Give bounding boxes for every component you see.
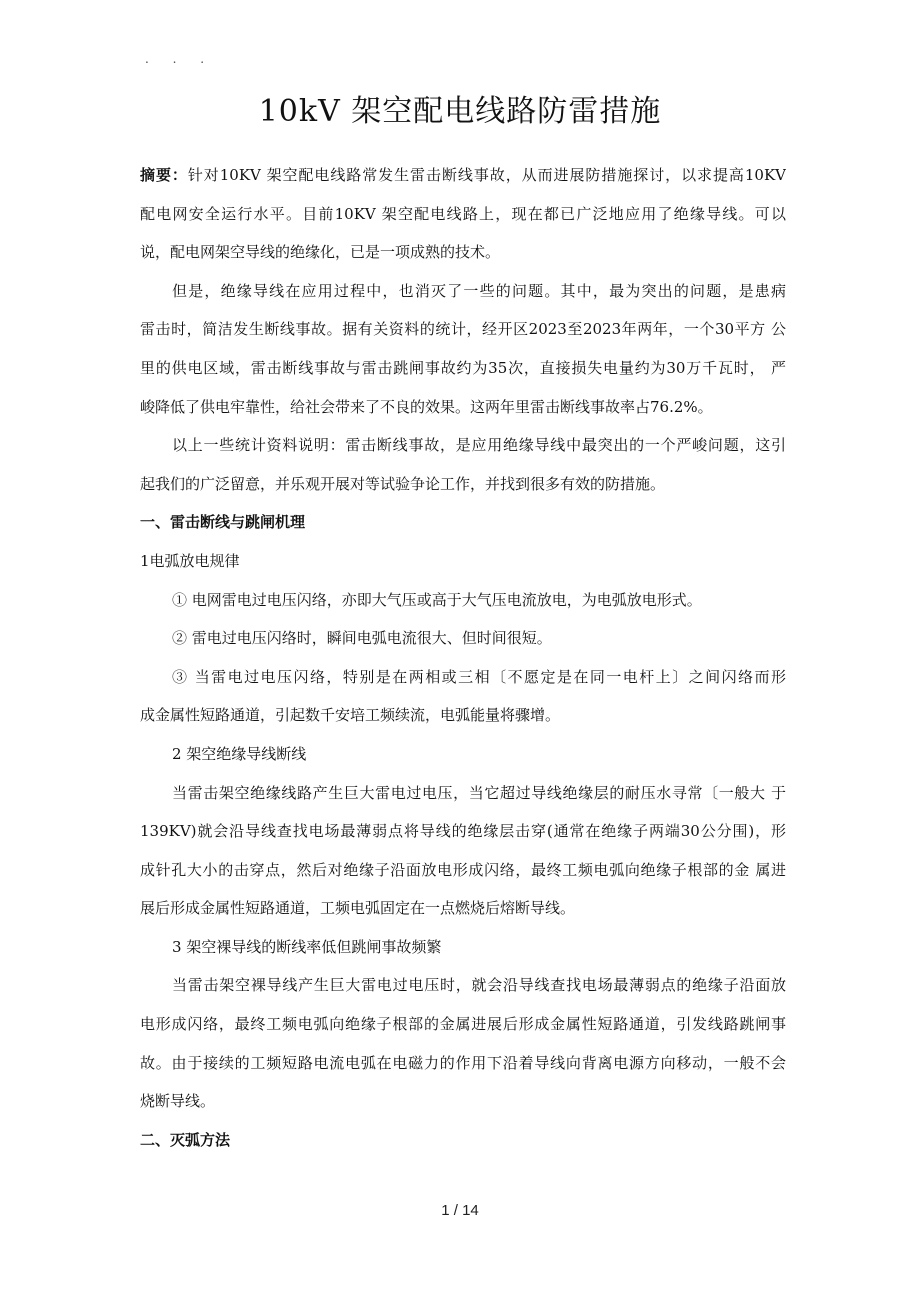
paragraph-line: 以上一些统计资料说明：雷击断线事故，是应用绝缘导线中最突出的一个严峻问题，这引 bbox=[172, 436, 786, 455]
list-item: ② 雷电过电压闪络时，瞬间电弧电流很大、但时间很短。 bbox=[172, 629, 552, 648]
list-item: ① 电网雷电过电压闪络，亦即大气压或高于大气压电流放电，为电弧放电形式。 bbox=[172, 590, 702, 609]
paragraph-line: 成针孔大小的击穿点，然后对绝缘子沿面放电形成闪络，最终工频电弧向绝缘子根部的金 属进 bbox=[140, 860, 786, 879]
section-heading: 一、雷击断线与跳闸机理 bbox=[140, 513, 306, 532]
paragraph-line: 电形成闪络，最终工频电弧向绝缘子根部的金属进展后形成金属性短路通道，引发线路跳闸事 bbox=[140, 1015, 786, 1034]
section-heading: 二、灭弧方法 bbox=[140, 1130, 231, 1149]
list-item-continuation: 成金属性短路通道，引起数千安培工频续流，电弧能量将骤增。 bbox=[140, 706, 561, 725]
paragraph-line: 展后形成金属性短路通道，工频电弧固定在一点燃烧后熔断导线。 bbox=[140, 899, 576, 918]
paragraph-line: 雷击时，简洁发生断线事故。据有关资料的统计，经开区2023至2023年两年，一个30平方 公 bbox=[140, 320, 786, 339]
page-indicator: 1 / 14 bbox=[441, 1202, 479, 1219]
abstract-line-3: 说，配电网架空导线的绝缘化，已是一项成熟的技术。 bbox=[140, 243, 501, 262]
subsection-heading: 3 架空裸导线的断线率低但跳闸事故频繁 bbox=[172, 937, 442, 956]
paragraph-line: 当雷击架空裸导线产生巨大雷电过电压时，就会沿导线查找电场最薄弱点的绝缘子沿面放 bbox=[172, 976, 786, 995]
subsection-heading: 1电弧放电规律 bbox=[140, 551, 240, 570]
paragraph-line: 139KV)就会沿导线查找电场最薄弱点将导线的绝缘层击穿(通常在绝缘子两端30公分围)，形 bbox=[140, 822, 786, 841]
paragraph-line: 里的供电区域，雷击断线事故与雷击跳闸事故约为35次，直接损失电量约为30万千瓦时， 严 bbox=[140, 358, 786, 377]
abstract-label: 摘要： bbox=[140, 166, 188, 184]
paragraph-line: 当雷击架空绝缘线路产生巨大雷电过电压，当它超过导线绝缘层的耐压水寻常〔一般大 于 bbox=[172, 783, 786, 802]
paragraph-line: 烧断导线。 bbox=[140, 1092, 216, 1111]
abstract-line-2: 配电网安全运行水平。目前10KV 架空配电线路上，现在都已广泛地应用了绝缘导线。可以 bbox=[140, 204, 786, 223]
abstract-text: 针对10KV 架空配电线路常发生雷击断线事故，从而进展防措施探讨，以求提高10KV bbox=[187, 166, 786, 184]
paragraph-line: 但是，绝缘导线在应用过程中，也消灭了一些的问题。其中，最为突出的问题，是患病 bbox=[172, 281, 786, 300]
paragraph-line: 故。由于接续的工频短路电流电弧在电磁力的作用下沿着导线向背离电源方向移动，一般不会 bbox=[140, 1053, 786, 1072]
paragraph-line: 峻降低了供电牢靠性，给社会带来了不良的效果。这两年里雷击断线事故率占76.2%。 bbox=[140, 397, 713, 416]
subsection-heading: 2 架空绝缘导线断线 bbox=[172, 744, 307, 763]
document-body bbox=[140, 156, 786, 1159]
paragraph-line: 起我们的广泛留意，并乐观开展对等试验争论工作，并找到很多有效的防措施。 bbox=[140, 474, 666, 493]
list-item: ③ 当雷电过电压闪络，特别是在两相或三相〔不愿定是在同一电杆上〕之间闪络而形 bbox=[172, 667, 786, 686]
abstract-line-1 bbox=[140, 156, 786, 195]
header-dots: . . . bbox=[145, 52, 215, 66]
page-title: 10kV 架空配电线路防雷措施 bbox=[258, 94, 662, 129]
